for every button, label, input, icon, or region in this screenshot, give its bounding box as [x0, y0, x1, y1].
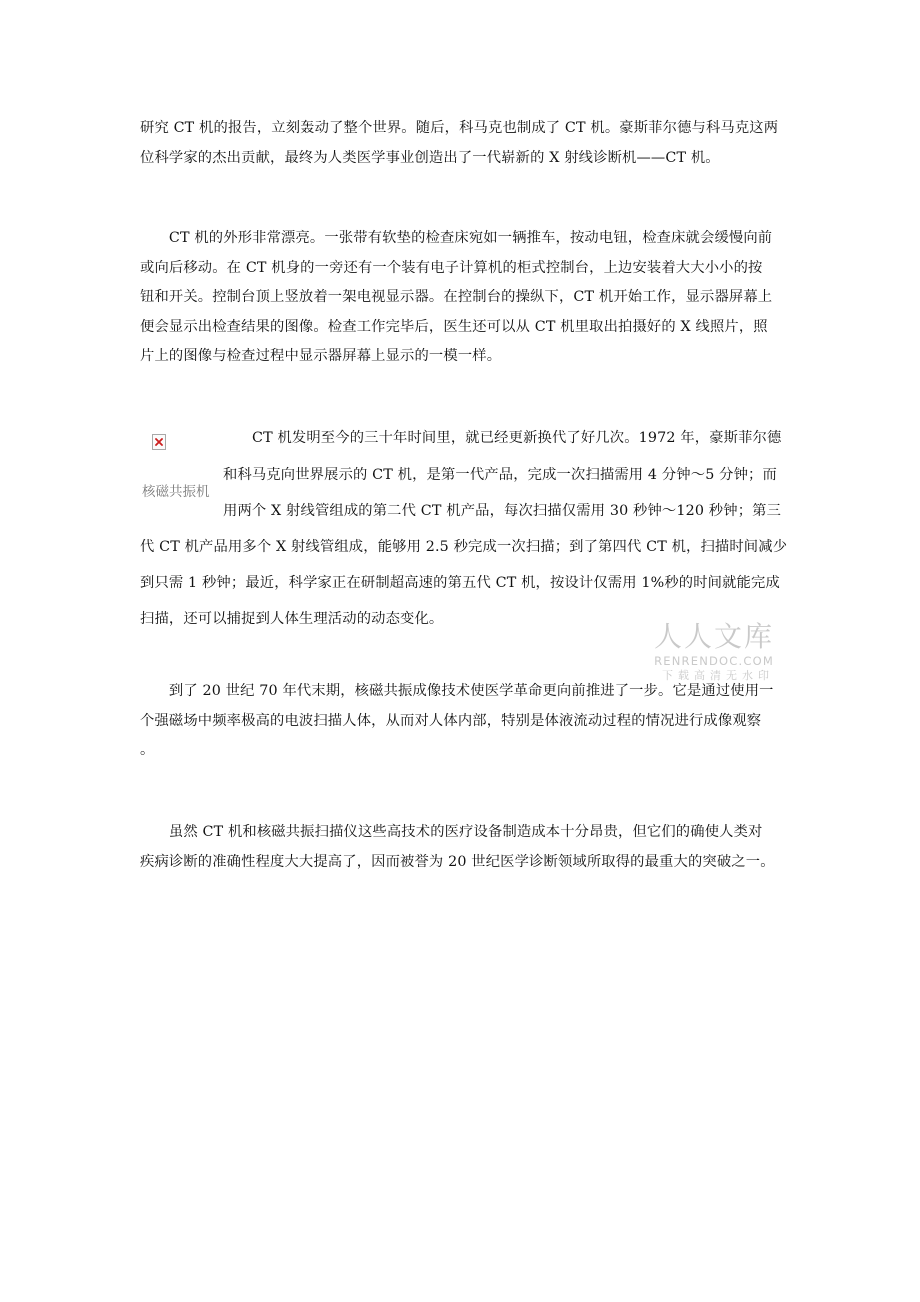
- watermark: [646, 620, 774, 683]
- watermark-subtitle: 下载高清无水印: [662, 669, 774, 682]
- text-line: 到只需 1 秒钟；最近，科学家正在研制超高速的第五代 CT 机，按设计仅需用 1%秒的时间就能完成: [140, 575, 780, 591]
- text-line: 用两个 X 射线管组成的第二代 CT 机产品，每次扫描仅需用 30 秒钟～120 秒钟；第三: [223, 503, 782, 519]
- text-line: 个强磁场中频率极高的电波扫描人体，从而对人体内部，特别是体液流动过程的情况进行成像观察: [140, 712, 762, 729]
- text-line: CT 机的外形非常漂亮。一张带有软垫的检查床宛如一辆推车，按动电钮，检查床就会缓慢向前: [140, 230, 773, 246]
- text-line: 和科马克向世界展示的 CT 机，是第一代产品，完成一次扫描需用 4 分钟～5 分钟；而: [223, 467, 777, 483]
- text-line: CT 机发明至今的三十年时间里，就已经更新换代了好几次。1972 年，豪斯菲尔德: [252, 430, 782, 446]
- text-line: 钮和开关。控制台顶上竖放着一架电视显示器。在控制台的操纵下，CT 机开始工作，显示器屏幕上: [140, 289, 773, 305]
- text-line: 代 CT 机产品用多个 X 射线管组成，能够用 2.5 秒完成一次扫描；到了第四代 CT 机，扫描时间减少: [140, 539, 788, 555]
- text-line: 疾病诊断的准确性程度大大提高了，因而被誉为 20 世纪医学诊断领域所取得的最重大的突破之一。: [140, 853, 775, 870]
- text-line: 便会显示出检查结果的图像。检查工作完毕后，医生还可以从 CT 机里取出拍摄好的 X 线照片，照: [140, 318, 768, 335]
- text-line: 到了 20 世纪 70 年代末期，核磁共振成像技术使医学革命更向前推进了一步。它是通过使用一: [140, 683, 774, 699]
- paragraph-ct-appearance: [140, 224, 783, 372]
- paragraph-ct-invention: [140, 114, 783, 173]
- watermark-title: 人人文库: [653, 620, 774, 653]
- paragraph-conclusion: [140, 818, 783, 877]
- close-x-glyph: [155, 438, 163, 446]
- broken-image-icon: [152, 434, 166, 450]
- paragraph-mri: [140, 677, 783, 766]
- watermark-site: RENRENDOC.COM: [654, 654, 774, 668]
- text-line: 片上的图像与检查过程中显示器屏幕上显示的一模一样。: [140, 348, 502, 364]
- text-line: 。: [140, 742, 155, 758]
- image-caption: 核磁共振机: [142, 484, 210, 500]
- text-line: 或向后移动。在 CT 机身的一旁还有一个装有电子计算机的柜式控制台，上边安装着大大小小的按: [140, 259, 763, 276]
- text-line: 研究 CT 机的报告，立刻轰动了整个世界。随后，科马克也制成了 CT 机。豪斯菲尔德与科马克这两: [140, 120, 779, 136]
- mri-image-figure: [140, 428, 220, 508]
- text-line: 位科学家的杰出贡献，最终为人类医学事业创造出了一代崭新的 X 射线诊断机——CT 机。: [140, 149, 720, 166]
- text-line: 扫描，还可以捕捉到人体生理活动的动态变化。: [140, 611, 444, 627]
- text-line: 虽然 CT 机和核磁共振扫描仪这些高技术的医疗设备制造成本十分昂贵，但它们的确使人类对: [140, 824, 763, 840]
